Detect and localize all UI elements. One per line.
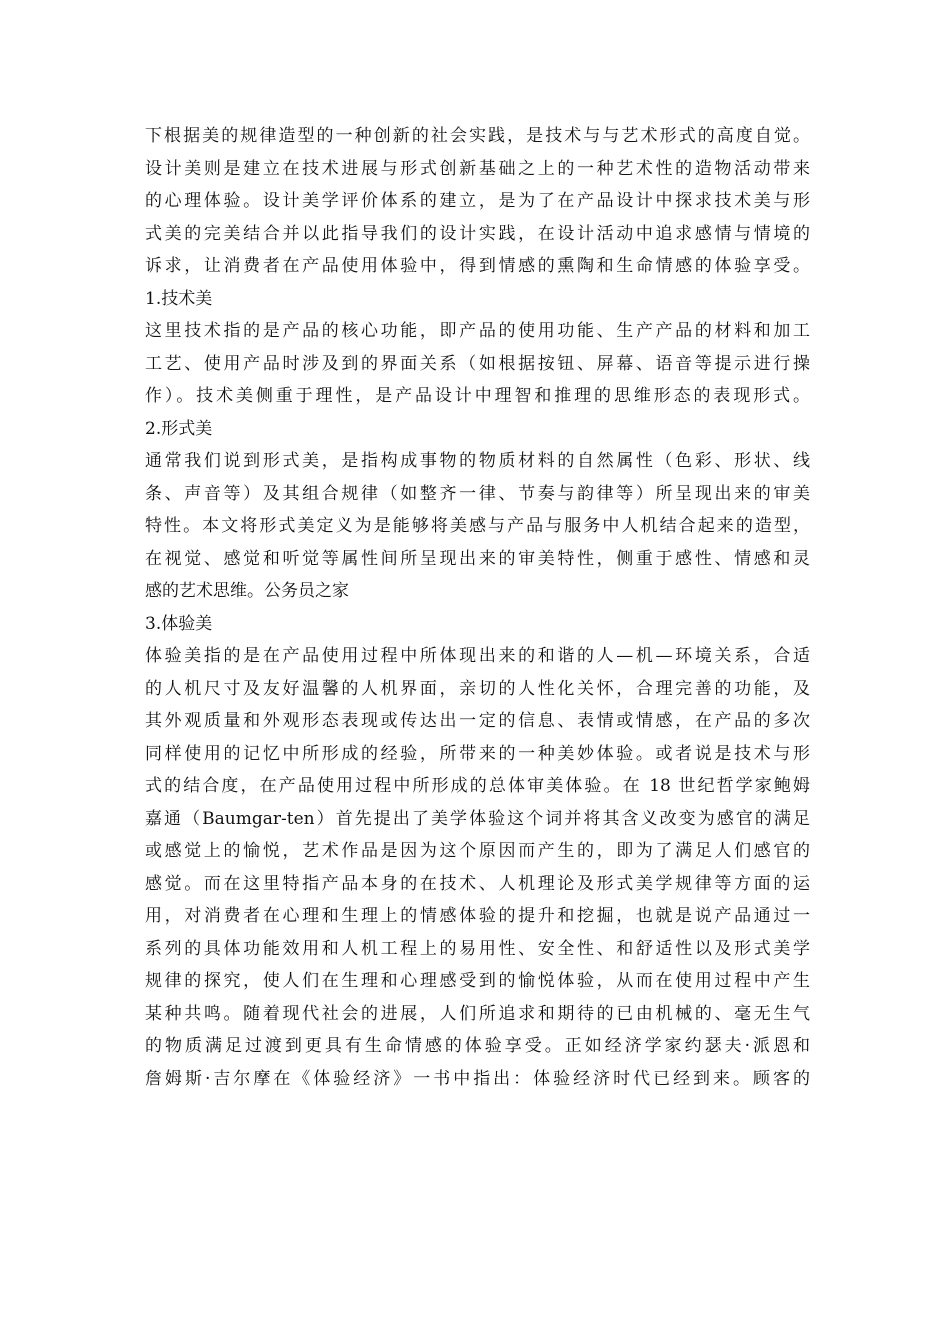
- text-line: 或感觉上的愉悦，艺术作品是因为这个原因而产生的，即为了满足人们感官的: [145, 841, 810, 861]
- text-line: 下根据美的规律造型的一种创新的社会实践，是技术与与艺术形式的高度自觉。: [145, 126, 810, 146]
- text-line: 的物质满足过渡到更具有生命情感的体验享受。正如经济学家约瑟夫·派恩和: [145, 1036, 810, 1056]
- text-line: 作）。技术美侧重于理性，是产品设计中理智和推理的思维形态的表现形式。: [145, 386, 810, 406]
- text-line: 式美的完美结合并以此指导我们的设计实践，在设计活动中追求感情与情境的: [145, 223, 810, 244]
- text-line: 特性。本文将形式美定义为是能够将美感与产品与服务中人机结合起来的造型，: [145, 516, 810, 536]
- section-heading: 2.形式美: [145, 418, 213, 439]
- text-line: 式的结合度，在产品使用过程中所形成的总体审美体验。在 18 世纪哲学家鲍姆: [145, 776, 810, 796]
- text-line: 詹姆斯·吉尔摩在《体验经济》一书中指出：体验经济时代已经到来。顾客的: [145, 1068, 810, 1089]
- section-heading: 1.技术美: [145, 288, 213, 309]
- text-line: 诉求，让消费者在产品使用体验中，得到情感的熏陶和生命情感的体验享受。: [145, 256, 810, 276]
- text-line: 其外观质量和外观形态表现或传达出一定的信息、表情或情感，在产品的多次: [145, 711, 810, 731]
- text-line: 条、声音等）及其组合规律（如整齐一律、节奏与韵律等）所呈现出来的审美: [145, 483, 810, 504]
- text-line: 感觉。而在这里特指产品本身的在技术、人机理论及形式美学规律等方面的运: [145, 873, 810, 894]
- section-heading: 3.体验美: [145, 613, 213, 634]
- text-line: 设计美则是建立在技术进展与形式创新基础之上的一种艺术性的造物活动带来: [145, 158, 810, 179]
- text-line: 某种共鸣。随着现代社会的进展，人们所追求和期待的已由机械的、毫无生气: [145, 1003, 810, 1024]
- text-line: 同样使用的记忆中所形成的经验，所带来的一种美妙体验。或者说是技术与形: [145, 743, 810, 764]
- text-line: 的人机尺寸及友好温馨的人机界面，亲切的人性化关怀，合理完善的功能，及: [145, 678, 810, 699]
- document-page: [145, 120, 810, 1095]
- text-line: 嘉通（Baumgar-ten）首先提出了美学体验这个词并将其含义改变为感官的满足: [145, 808, 810, 829]
- text-line: 工艺、使用产品时涉及到的界面关系（如根据按钮、屏幕、语音等提示进行操: [145, 353, 810, 374]
- text-line: 通常我们说到形式美，是指构成事物的物质材料的自然属性（色彩、形状、线: [145, 451, 810, 471]
- text-line: 系列的具体功能效用和人机工程上的易用性、安全性、和舒适性以及形式美学: [145, 938, 810, 959]
- text-line: 规律的探究，使人们在生理和心理感受到的愉悦体验，从而在使用过程中产生: [145, 971, 810, 991]
- text-line: 在视觉、感觉和听觉等属性间所呈现出来的审美特性，侧重于感性、情感和灵: [145, 548, 810, 569]
- text-line: 的心理体验。设计美学评价体系的建立，是为了在产品设计中探求技术美与形: [145, 191, 810, 211]
- text-line: 体验美指的是在产品使用过程中所体现出来的和谐的人—机—环境关系，合适: [145, 646, 810, 666]
- text-line: 感的艺术思维。公务员之家: [145, 581, 349, 601]
- text-line: 这里技术指的是产品的核心功能，即产品的使用功能、生产产品的材料和加工: [145, 321, 810, 341]
- text-line: 用，对消费者在心理和生理上的情感体验的提升和挖掘，也就是说产品通过一: [145, 906, 810, 926]
